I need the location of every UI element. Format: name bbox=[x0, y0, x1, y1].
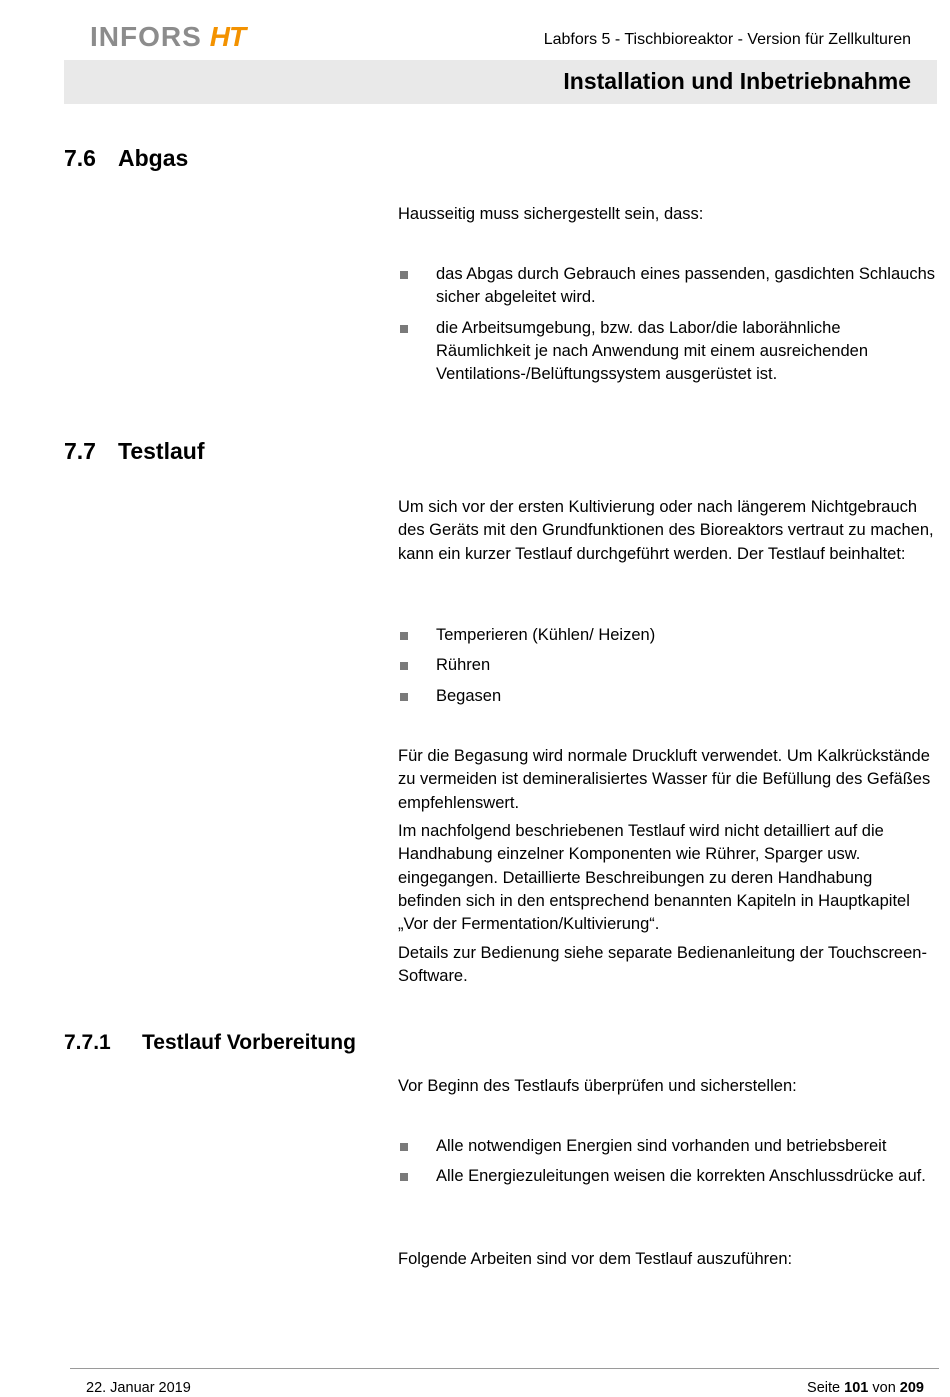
current-page: 101 bbox=[844, 1380, 869, 1396]
square-bullet-icon bbox=[400, 1173, 408, 1181]
vorbereitung-outro: Folgende Arbeiten sind vor dem Testlauf auszuführen: bbox=[398, 1250, 793, 1268]
square-bullet-icon bbox=[400, 662, 408, 670]
heading-text: Abgas bbox=[118, 145, 189, 171]
vorbereitung-intro: Vor Beginn des Testlaufs überprüfen und sicherstellen: bbox=[398, 1077, 797, 1095]
square-bullet-icon bbox=[400, 632, 408, 640]
abgas-intro: Hausseitig muss sichergestellt sein, dass: bbox=[398, 205, 704, 223]
heading-7-7 bbox=[64, 438, 204, 465]
heading-text: Testlauf Vorbereitung bbox=[142, 1031, 356, 1054]
heading-7-7-1 bbox=[64, 1031, 356, 1055]
testlauf-paragraph-1: Für die Begasung wird normale Druckluft verwendet. Um Kalkrückstände zu vermeiden ist demineralisiertes Wasser für die Befüllung des Gefäßes empfehlenswert. bbox=[398, 747, 931, 812]
total-pages: 209 bbox=[899, 1380, 924, 1396]
list-item: Alle Energiezuleitungen weisen die korrekten Anschlussdrücke auf. bbox=[398, 1165, 938, 1188]
square-bullet-icon bbox=[400, 325, 408, 333]
footer-date: 22. Januar 2019 bbox=[86, 1380, 191, 1396]
infors-ht-logo bbox=[90, 22, 245, 52]
square-bullet-icon bbox=[400, 1143, 408, 1151]
list-item: Alle notwendigen Energien sind vorhanden und betriebsbereit bbox=[398, 1135, 938, 1158]
square-bullet-icon bbox=[400, 271, 408, 279]
heading-7-6 bbox=[64, 145, 188, 172]
list-item: das Abgas durch Gebrauch eines passenden, gasdichten Schlauchs sicher abgeleitet wird. bbox=[398, 263, 938, 310]
abgas-list bbox=[398, 263, 938, 393]
list-item: Temperieren (Kühlen/ Heizen) bbox=[398, 624, 938, 647]
testlauf-intro: Um sich vor der ersten Kultivierung oder nach längerem Nichtgebrauch des Geräts mit den Grundfunktionen des Bioreaktors vertraut zu machen, kann ein kurzer Testlauf durchgeführt werden. Der Testlauf beinhaltet: bbox=[398, 498, 934, 563]
heading-number: 7.6 bbox=[64, 145, 96, 171]
list-item: Rühren bbox=[398, 654, 938, 677]
logo-ht-mark: HT bbox=[209, 21, 246, 52]
chapter-bar bbox=[64, 60, 937, 104]
testlauf-paragraph-3: Details zur Bedienung siehe separate Bedienanleitung der Touchscreen-Software. bbox=[398, 944, 927, 986]
testlauf-list bbox=[398, 624, 938, 715]
list-item: Begasen bbox=[398, 685, 938, 708]
square-bullet-icon bbox=[400, 693, 408, 701]
list-item: die Arbeitsumgebung, bzw. das Labor/die laborähnliche Räumlichkeit je nach Anwendung mit einem ausreichenden Ventilations-/Belüftungssystem ausgerüstet ist. bbox=[398, 317, 938, 387]
heading-text: Testlauf bbox=[118, 438, 205, 464]
chapter-title: Installation und Inbetriebnahme bbox=[563, 68, 911, 94]
document-title: Labfors 5 - Tischbioreaktor - Version für Zellkulturen bbox=[543, 31, 911, 48]
logo-wordmark: INFORS bbox=[90, 21, 202, 52]
page-number: Seite 101 von 209 bbox=[807, 1380, 924, 1396]
vorbereitung-list bbox=[398, 1135, 938, 1196]
testlauf-paragraph-2: Im nachfolgend beschriebenen Testlauf wird nicht detailliert auf die Handhabung einzelner Komponenten wie Rührer, Sparger usw. eingegangen. Detaillierte Beschreibungen zu deren Handhabung befinden sich in den entsprechend benannten Kapiteln in Hauptkapitel „Vor der Fermentation/Kultivierung“. bbox=[398, 822, 910, 934]
heading-number: 7.7 bbox=[64, 438, 96, 464]
footer-divider bbox=[70, 1368, 939, 1369]
heading-number: 7.7.1 bbox=[64, 1031, 111, 1054]
